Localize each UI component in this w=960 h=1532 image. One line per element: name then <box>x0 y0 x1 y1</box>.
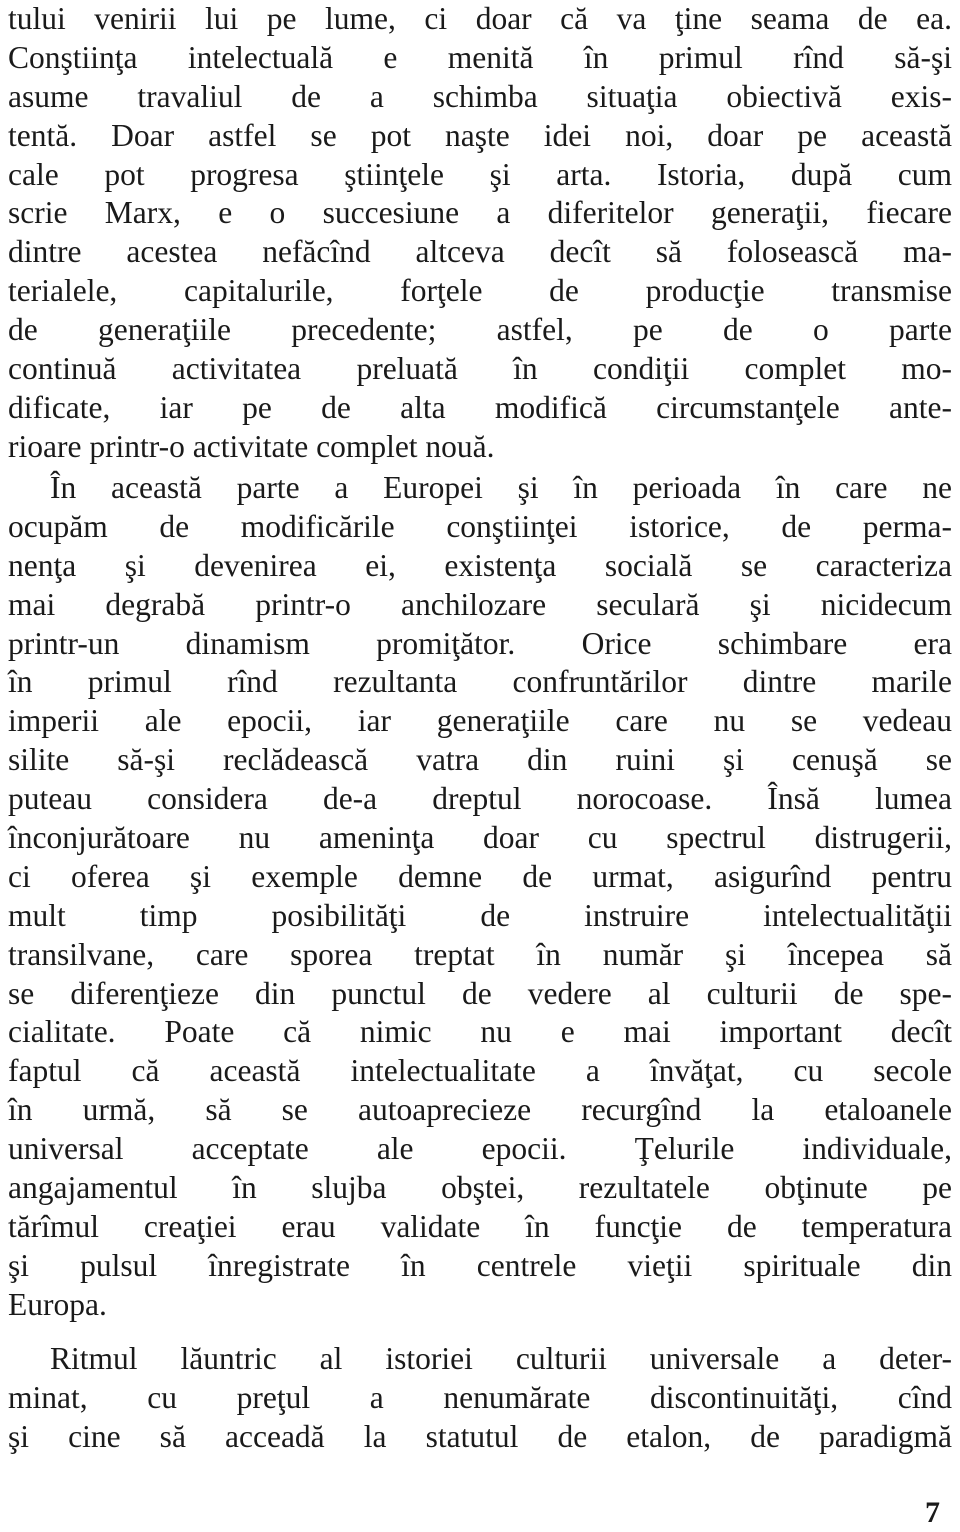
text-line: transilvane, care sporea treptat în număr şi începea să <box>8 936 952 972</box>
text-line: tentă. Doar astfel se pot naşte idei noi, doar pe această <box>8 117 952 153</box>
text-line: Europa. <box>8 1286 107 1322</box>
text-line: printr-un dinamism promiţător. Orice schimbare era <box>8 625 952 661</box>
text-line: asume travaliul de a schimba situaţia obiectivă exis- <box>8 78 952 114</box>
text-line: În această parte a Europei şi în perioada în care ne <box>50 470 952 505</box>
text-line: scrie Marx, e o succesiune a diferitelor generaţii, fiecare <box>8 195 952 231</box>
text-line: rioare printr-o activitate complet nouă. <box>8 428 495 464</box>
text-line: tărîmul creaţiei erau validate în funcţie de temperatura <box>8 1208 952 1244</box>
text-line: mai degrabă printr-o anchilozare seculară şi nicidecum <box>8 586 952 622</box>
text-line: şi pulsul înregistrate în centrele vieţii spirituale din <box>8 1247 952 1283</box>
text-line: şi cine să acceadă la statutul de etalon, de paradigmă <box>8 1418 952 1454</box>
paragraph-2 <box>8 469 952 1325</box>
text-line: tului venirii lui pe lume, ci doar că va ţine seama de ea. <box>8 1 952 36</box>
text-line: în primul rînd rezultanta confruntărilor dintre marile <box>8 664 952 700</box>
text-line: de generaţiile precedente; astfel, pe de o parte <box>8 312 952 348</box>
paragraph-3 <box>8 1340 952 1457</box>
text-line: dificate, iar pe de alta modifică circumstanţele ante- <box>8 389 952 425</box>
text-line: mult timp posibilităţi de instruire intelectualităţii <box>8 897 952 933</box>
text-line: ocupăm de modificările conştiinţei istorice, de perma- <box>8 508 952 544</box>
text-line: minat, cu preţul a nenumărate discontinuităţi, cînd <box>8 1379 952 1415</box>
text-line: continuă activitatea preluată în condiţii complet mo- <box>8 351 952 387</box>
text-line: Conştiinţa intelectuală e menită în primul rînd să-şi <box>8 39 952 75</box>
text-line: puteau considera de-a dreptul norocoase. Însă lumea <box>8 781 952 817</box>
text-line: universal acceptate ale epocii. Ţelurile individuale, <box>8 1131 952 1167</box>
text-line: se diferenţieze din punctul de vedere al culturii de spe- <box>8 975 952 1011</box>
text-line: nenţa şi devenirea ei, existenţa socială se caracteriza <box>8 547 952 583</box>
text-line: cale pot progresa ştiinţele şi arta. Istoria, după cum <box>8 156 952 192</box>
text-line: angajamentul în slujba obştei, rezultatele obţinute pe <box>8 1170 952 1206</box>
text-line: dintre acestea nefăcînd altceva decît să folosească ma- <box>8 234 952 270</box>
text-line: cialitate. Poate că nimic nu e mai important decît <box>8 1014 952 1050</box>
page-number: 7 <box>925 1496 940 1529</box>
text-line: silite să-şi reclădească vatra din ruini şi cenuşă se <box>8 742 952 778</box>
text-line: înconjurătoare nu ameninţa doar cu spectrul distrugerii, <box>8 820 952 856</box>
paragraph-1 <box>8 0 952 467</box>
text-line: Ritmul lăuntric al istoriei culturii universale a deter- <box>50 1341 952 1376</box>
text-line: în urmă, să se autoaprecieze recurgînd la etaloanele <box>8 1092 952 1128</box>
text-line: ci oferea şi exemple demne de urmat, asigurînd pentru <box>8 858 952 894</box>
text-line: faptul că această intelectualitate a învăţat, cu secole <box>8 1053 952 1089</box>
text-line: imperii ale epocii, iar generaţiile care nu se vedeau <box>8 703 952 739</box>
text-line: terialele, capitalurile, forţele de producţie transmise <box>8 273 952 309</box>
